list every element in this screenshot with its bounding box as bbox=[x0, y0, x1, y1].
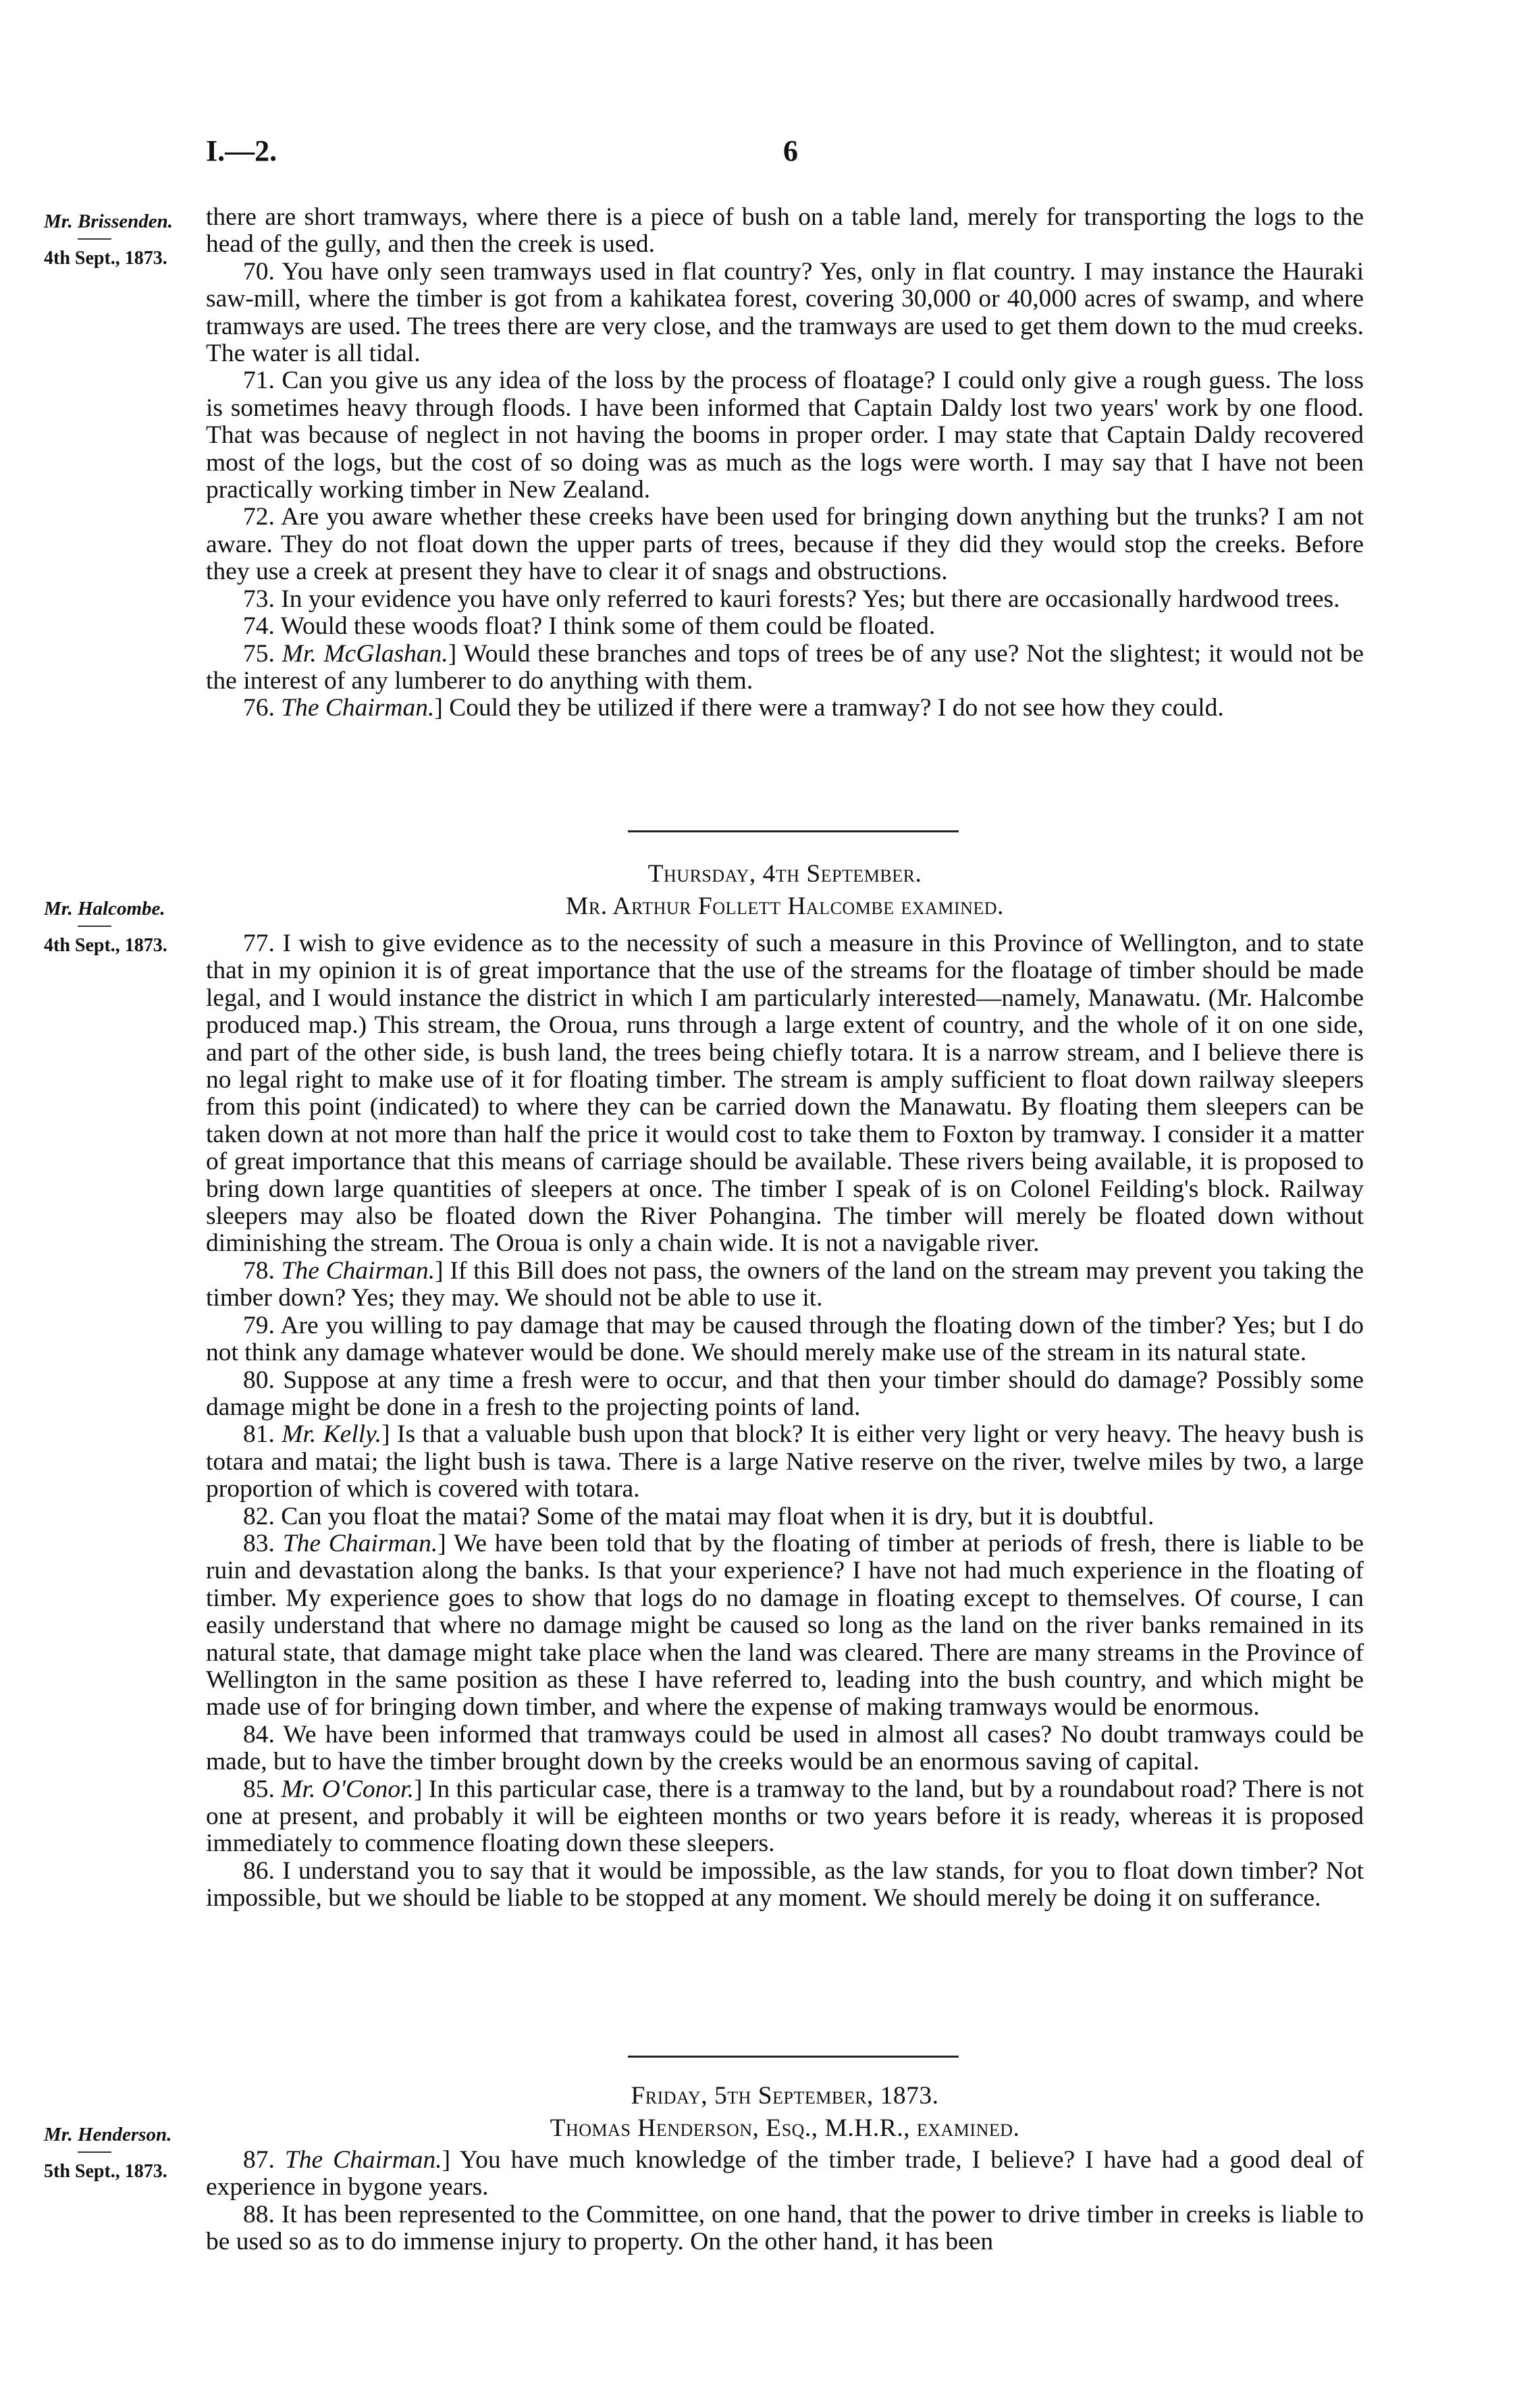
question-number: 85. bbox=[243, 1775, 282, 1803]
speaker-name: Mr. O'Conor. bbox=[281, 1775, 414, 1803]
witness-heading: Thomas Henderson, Esq., M.H.R., examined. bbox=[550, 2114, 1020, 2142]
margin-witness-date: 5th Sept., 1873. bbox=[44, 2161, 167, 2182]
margin-witness-name: Mr. Halcombe. bbox=[44, 898, 165, 919]
date-heading: Thursday, 4th September. bbox=[647, 860, 922, 888]
paragraph-text: ] Could they be utilized if there were a tramway? I do not see how they could. bbox=[434, 694, 1224, 722]
margin-dash bbox=[78, 2151, 111, 2153]
paragraph: there are short tramways, where there is a piece of bush on a table land, merely for transporting the logs to the head of the gully, and then the creek is used. bbox=[206, 203, 1364, 259]
question-number: 83. bbox=[243, 1529, 283, 1557]
paragraph-text: ] If this Bill does not pass, the owners of the land on the stream may prevent you taking the timber down? Yes; they may. We should not be able to use it. bbox=[206, 1256, 1364, 1312]
witness-heading: Mr. Arthur Follett Halcombe examined. bbox=[566, 892, 1004, 920]
question-number: 75. bbox=[243, 639, 282, 668]
margin-dash bbox=[78, 926, 111, 927]
paragraph: 71. Can you give us any idea of the loss by the process of floatage? I could only give a rough guess. The loss is sometimes heavy through floods. I have been informed that Captain Daldy lost two years' work by one flood. That was because of neglect in not having the booms in proper order. I may state that Captain Daldy recovered most of the logs, but the cost of so doing was as much as the logs were worth. I may say that I have not been practically working timber in New Zealand. bbox=[206, 367, 1364, 504]
paragraph bbox=[206, 1776, 1364, 1858]
speaker-name: The Chairman. bbox=[281, 694, 435, 722]
speaker-name: Mr. Kelly. bbox=[282, 1420, 382, 1449]
paragraph: 82. Can you float the matai? Some of the matai may float when it is dry, but it is doubtful. bbox=[243, 1502, 1154, 1530]
margin-note-halcombe bbox=[44, 898, 206, 957]
margin-witness-date: 4th Sept., 1873. bbox=[44, 248, 167, 269]
testimony-halcombe bbox=[206, 930, 1364, 1912]
margin-note-brissenden bbox=[44, 211, 206, 269]
paragraph bbox=[206, 1421, 1364, 1503]
paragraph: 77. I wish to give evidence as to the necessity of such a measure in this Province of Wellington, and to state that in my opinion it is of great importance that the use of the streams for the floatage of timber should be made legal, and I would instance the district in which I am particularly interested—namely, Manawatu. (Mr. Halcombe produced map.) This stream, the Oroua, runs through a large extent of country, and the whole of it on one side, and part of the other side, is bush land, the trees being chiefly totara. It is a narrow stream, and I believe there is no legal right to make use of it for floating timber. The stream is amply sufficient to float down railway sleepers from this point (indicated) to where they can be carried down the Manawatu. By floating them sleepers can be taken down at not more than half the price it would cost to take them to Foxton by tramway. I consider it a matter of great importance that this means of carriage should be available. These rivers being available, it is proposed to bring down large quantities of sleepers at once. The timber I speak of is on Colonel Feilding's block. Railway sleepers may also be floated down the River Pohangina. The timber will merely be floated down without diminishing the stream. The Oroua is only a chain wide. It is not a navigable river. bbox=[206, 930, 1364, 1258]
paragraph: 74. Would these woods float? I think some of them could be floated. bbox=[243, 612, 936, 641]
paragraph bbox=[206, 1530, 1364, 1721]
testimony-brissenden bbox=[206, 204, 1364, 722]
page-number: 6 bbox=[783, 134, 798, 167]
question-number: 78. bbox=[243, 1256, 282, 1285]
paragraph: 79. Are you willing to pay damage that may be caused through the floating down of the timber? Yes; but I do not think any damage whatever would be done. We should merely make use of the stream in its natural state. bbox=[206, 1311, 1364, 1367]
margin-witness-name: Mr. Henderson. bbox=[44, 2124, 172, 2145]
paragraph: 88. It has been represented to the Committee, on one hand, that the power to drive timber in creeks is liable to be used so as to do immense injury to property. On the other hand, it has been bbox=[206, 2200, 1364, 2256]
paragraph: 72. Are you aware whether these creeks have been used for bringing down anything but the trunks? I am not aware. They do not float down the upper parts of trees, because if they did they would stop the creeks. Before they use a creek at present they have to clear it of snags and obstructions. bbox=[206, 503, 1364, 586]
paragraph-text: ] Is that a valuable bush upon that block? It is either very light or very heavy. The heavy bush is totara and matai; the light bush is tawa. There is a large Native reserve on the river, twelve miles by two, a large proportion of which is covered with totara. bbox=[206, 1420, 1364, 1503]
question-number: 81. bbox=[243, 1420, 282, 1449]
section-divider bbox=[628, 830, 959, 832]
document-series-label: I.—2. bbox=[206, 134, 277, 167]
margin-witness-date: 4th Sept., 1873. bbox=[44, 935, 167, 956]
speaker-name: The Chairman. bbox=[282, 1529, 438, 1557]
margin-dash bbox=[78, 238, 111, 240]
question-number: 87. bbox=[243, 2146, 285, 2174]
paragraph-text: ] In this particular case, there is a tramway to the land, but by a roundabout road? There is not one at present, and probably it will be eighteen months or two years before it is ready, whereas it is proposed immediately to commence floating down these sleepers. bbox=[206, 1775, 1364, 1858]
paragraph-text: ] You have much knowledge of the timber trade, I believe? I have had a good deal of experience in bygone years. bbox=[206, 2146, 1364, 2201]
paragraph: 84. We have been informed that tramways could be used in almost all cases? No doubt tramways could be made, but to have the timber brought down by the creeks would be an enormous saving of capital. bbox=[206, 1720, 1364, 1776]
paragraph bbox=[206, 1258, 1364, 1312]
speaker-name: The Chairman. bbox=[281, 1256, 435, 1285]
testimony-henderson bbox=[206, 2147, 1364, 2256]
margin-note-henderson bbox=[44, 2124, 206, 2183]
paragraph-text: ] Would these branches and tops of trees be of any use? Not the slightest; it would not be the interest of any lumberer to do anything with them. bbox=[206, 639, 1364, 695]
paragraph: 80. Suppose at any time a fresh were to occur, and that then your timber should do damage? Possibly some damage might be done in a fresh to the projecting points of land. bbox=[206, 1366, 1364, 1421]
paragraph bbox=[206, 641, 1364, 695]
paragraph bbox=[206, 2147, 1364, 2201]
question-number: 76. bbox=[243, 694, 282, 722]
paragraph bbox=[206, 695, 1364, 722]
section-divider bbox=[628, 2056, 959, 2058]
paragraph: 70. You have only seen tramways used in flat country? Yes, only in flat country. I may instance the Hauraki saw-mill, where the timber is got from a kahikatea forest, covering 30,000 or 40,000 acres of swamp, and where tramways are used. The trees there are very close, and the tramways are used to get them down to the mud creeks. The water is all tidal. bbox=[206, 257, 1364, 368]
speaker-name: Mr. McGlashan. bbox=[282, 639, 448, 668]
speaker-name: The Chairman. bbox=[284, 2146, 442, 2174]
paragraph: 73. In your evidence you have only referred to kauri forests? Yes; but there are occasionally hardwood trees. bbox=[243, 585, 1340, 613]
paragraph: 86. I understand you to say that it would be impossible, as the law stands, for you to float down timber? Not impossible, but we should be liable to be stopped at any moment. We should merely be doing it on sufferance. bbox=[206, 1856, 1364, 1912]
date-heading: Friday, 5th September, 1873. bbox=[631, 2082, 939, 2110]
paragraph-text: ] We have been told that by the floating of timber at periods of fresh, there is liable to be ruin and devastation along the banks. Is that your experience? I have not had much experience in the floating of timber. My experience goes to show that logs do no damage in floating except to themselves. Of course, I can easily understand that where no damage might be caused so long as the land on the river banks remained in its natural state, that damage might take place when the land was cleared. There are many streams in the Province of Wellington in the same position as these I have referred to, leading into the bush country, and which might be made use of for bringing down timber, and where the expense of making tramways would be enormous. bbox=[206, 1529, 1364, 1721]
margin-witness-name: Mr. Brissenden. bbox=[44, 211, 173, 232]
